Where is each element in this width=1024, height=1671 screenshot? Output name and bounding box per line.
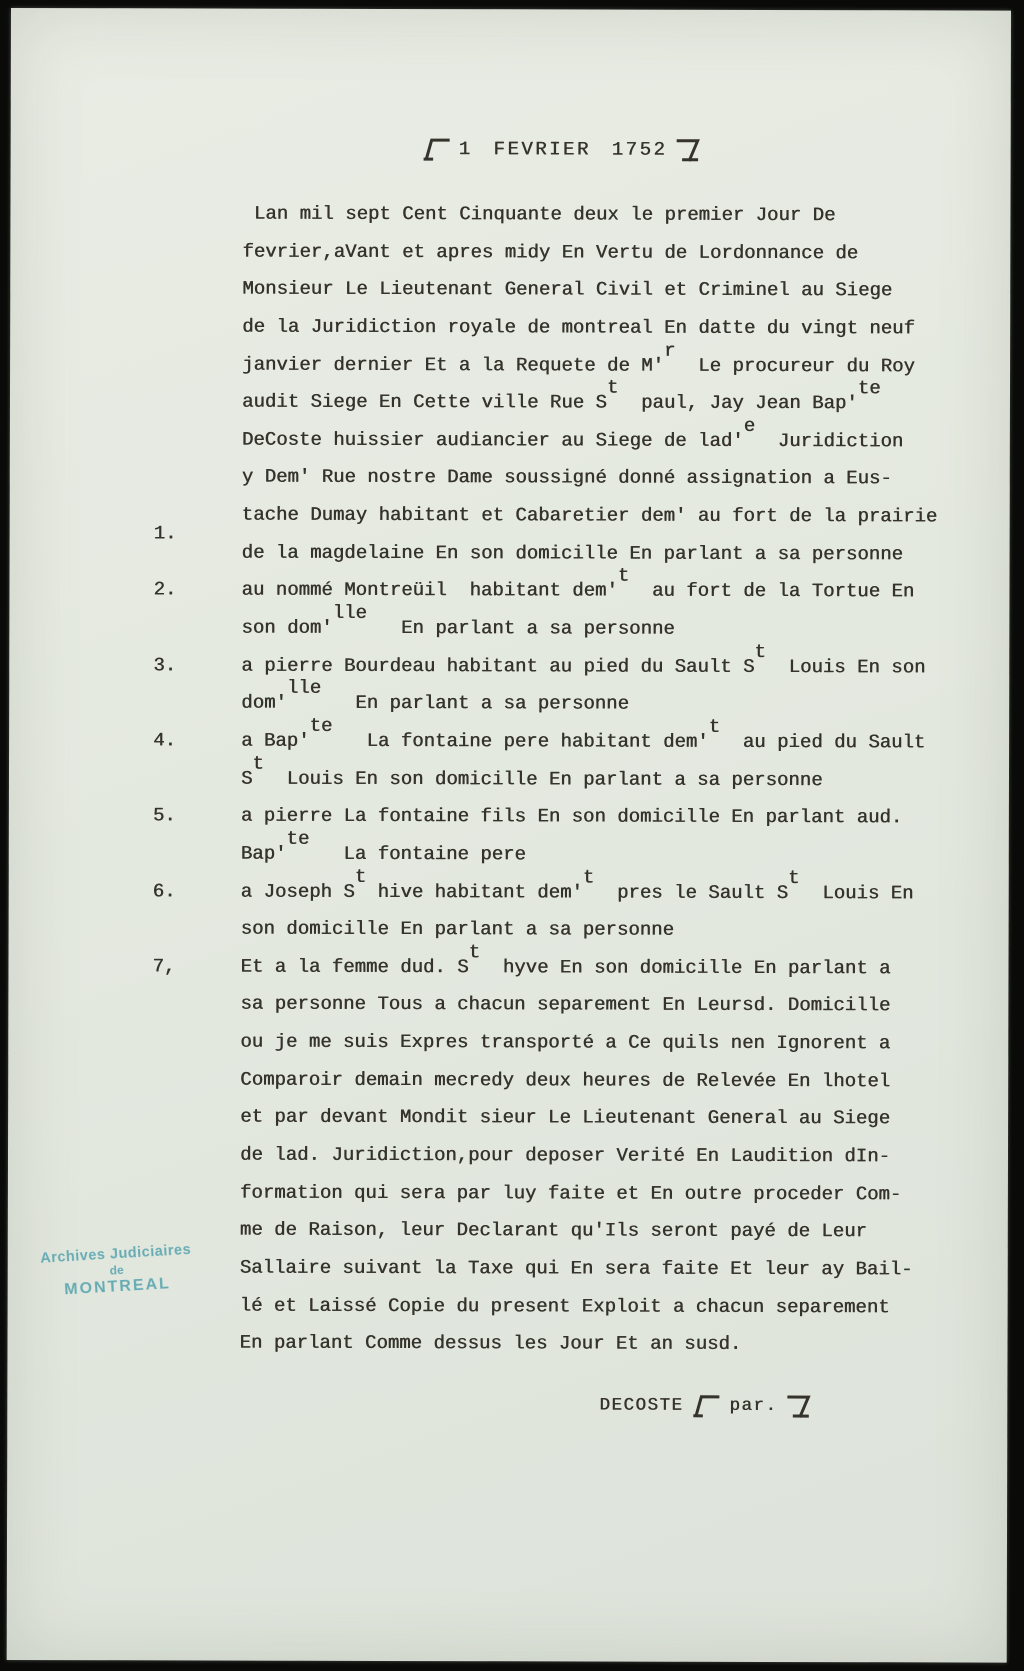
document-title: 1 FEVRIER 1752 bbox=[458, 138, 668, 161]
document-line: janvier dernier Et a la Requete de M'r Le procureur du Roy bbox=[242, 346, 942, 385]
document-line: son domicille En parlant a sa personne bbox=[240, 917, 674, 941]
superscript-text: r bbox=[663, 339, 676, 362]
stamp-line: Archives Judiciaires bbox=[39, 1241, 192, 1267]
document-line: Bap'te La fontaine pere bbox=[241, 835, 941, 874]
stamp-line: MONTREAL bbox=[63, 1275, 172, 1299]
archive-stamp bbox=[26, 1241, 207, 1301]
document-line: St Louis En son domicille En parlant a sa personne bbox=[241, 760, 941, 799]
superscript-text: t bbox=[606, 376, 619, 399]
typed-right-half-bracket-icon bbox=[787, 1392, 813, 1430]
document-line: 2. au nommé Montreüil habitant dem't au fort de la Tortue En bbox=[241, 572, 941, 611]
typed-right-half-bracket-icon bbox=[676, 136, 702, 169]
document-line: de lad. Juridiction,pour deposer Verité En Laudition dIn- bbox=[239, 1143, 890, 1168]
item-number: 5. bbox=[152, 804, 176, 827]
item-number: 6. bbox=[152, 879, 176, 902]
signature-name: DECOSTE bbox=[599, 1395, 684, 1416]
superscript-text: t bbox=[708, 715, 721, 738]
document-line: Comparoir demain mecredy deux heures de Relevée En lhotel bbox=[240, 1068, 891, 1093]
document-line: dom'lle En parlant a sa personne bbox=[241, 685, 941, 724]
item-number: 1. bbox=[153, 522, 177, 545]
typed-left-half-bracket-icon bbox=[693, 1392, 719, 1430]
superscript-text: lle bbox=[332, 601, 367, 624]
superscript-text: te bbox=[857, 377, 881, 400]
signature-note: par. bbox=[729, 1395, 778, 1417]
superscript-text: t bbox=[468, 941, 481, 964]
document-line: et par devant Mondit sieur Le Lieutenant General au Siege bbox=[240, 1105, 891, 1130]
superscript-text: te bbox=[286, 827, 310, 850]
document-line: 5. a pierre La fontaine fils En son domicille En parlant aud. bbox=[241, 798, 941, 837]
document-line: 4. a Bap'te La fontaine pere habitant dem't au pied du Sault bbox=[241, 723, 941, 762]
document-line: 1. de la magdelaine En son domicille En parlant a sa personne bbox=[242, 534, 942, 573]
item-number: 2. bbox=[153, 578, 177, 601]
stamp-line: de bbox=[109, 1262, 125, 1278]
document-body bbox=[152, 196, 942, 1365]
paper-sheet bbox=[7, 8, 1011, 1663]
document-line: formation qui sera par luy faite et En outre proceder Com- bbox=[239, 1181, 902, 1205]
item-number: 7, bbox=[152, 955, 176, 978]
document-line: 7, Et a la femme dud. St hyve En son domicille En parlant a bbox=[240, 948, 940, 987]
superscript-text: t bbox=[754, 640, 766, 663]
document-line: Sallaire suivant la Taxe qui En sera faite Et leur ay Bail- bbox=[239, 1256, 913, 1281]
superscript-text: t bbox=[617, 564, 630, 588]
superscript-text: t bbox=[582, 866, 595, 889]
signature-row bbox=[599, 1392, 813, 1431]
superscript-text: lle bbox=[286, 677, 322, 700]
document-line: lé et Laissé Copie du present Exploit a chacun separement bbox=[239, 1294, 890, 1318]
document-line: sa personne Tous a chacun separement En Leursd. Domicille bbox=[240, 993, 891, 1017]
typed-left-half-bracket-icon bbox=[424, 135, 450, 168]
document-line: 6. a Joseph St hive habitant dem't pres le Sault St Louis En bbox=[241, 873, 941, 912]
document-line: son dom'lle En parlant a sa personne bbox=[241, 610, 941, 649]
item-number: 3. bbox=[153, 654, 177, 677]
document-line: me de Raison, leur Declarant qu'Ils seront payé de Leur bbox=[239, 1218, 867, 1243]
document-title-row bbox=[424, 135, 703, 169]
item-number: 4. bbox=[153, 729, 176, 752]
document-line: Monsieur Le Lieutenant General Civil et Criminel au Siege bbox=[242, 277, 893, 302]
document-line: Lan mil sept Cent Cinquante deux le premier Jour De bbox=[242, 202, 836, 227]
superscript-text: e bbox=[743, 414, 756, 437]
document-line: audit Siege En Cette ville Rue St paul, Jay Jean Bap'te bbox=[242, 384, 942, 423]
superscript-text: t bbox=[354, 865, 367, 888]
document-line: fevrier,aVant et apres midy En Vertu de Lordonnance de bbox=[242, 240, 859, 264]
document-line: de la Juridiction royale de montreal En datte du vingt neuf bbox=[242, 315, 915, 340]
document-line: DeCoste huissier audiancier au Siege de lad'e Juridiction bbox=[242, 421, 942, 460]
superscript-text: t bbox=[252, 752, 264, 775]
document-line: En parlant Comme dessus les Jour Et an susd. bbox=[239, 1331, 742, 1356]
superscript-text: te bbox=[309, 714, 333, 737]
document-line: ou je me suis Expres transporté a Ce quils nen Ignorent a bbox=[240, 1030, 891, 1055]
superscript-text: t bbox=[788, 866, 800, 889]
document-line: y Dem' Rue nostre Dame soussigné donné assignation a Eus- bbox=[241, 466, 892, 490]
document-line: 3. a pierre Bourdeau habitant au pied du Sault St Louis En son bbox=[241, 647, 941, 686]
document-line: tache Dumay habitant et Cabaretier dem' au fort de la prairie bbox=[241, 503, 938, 528]
